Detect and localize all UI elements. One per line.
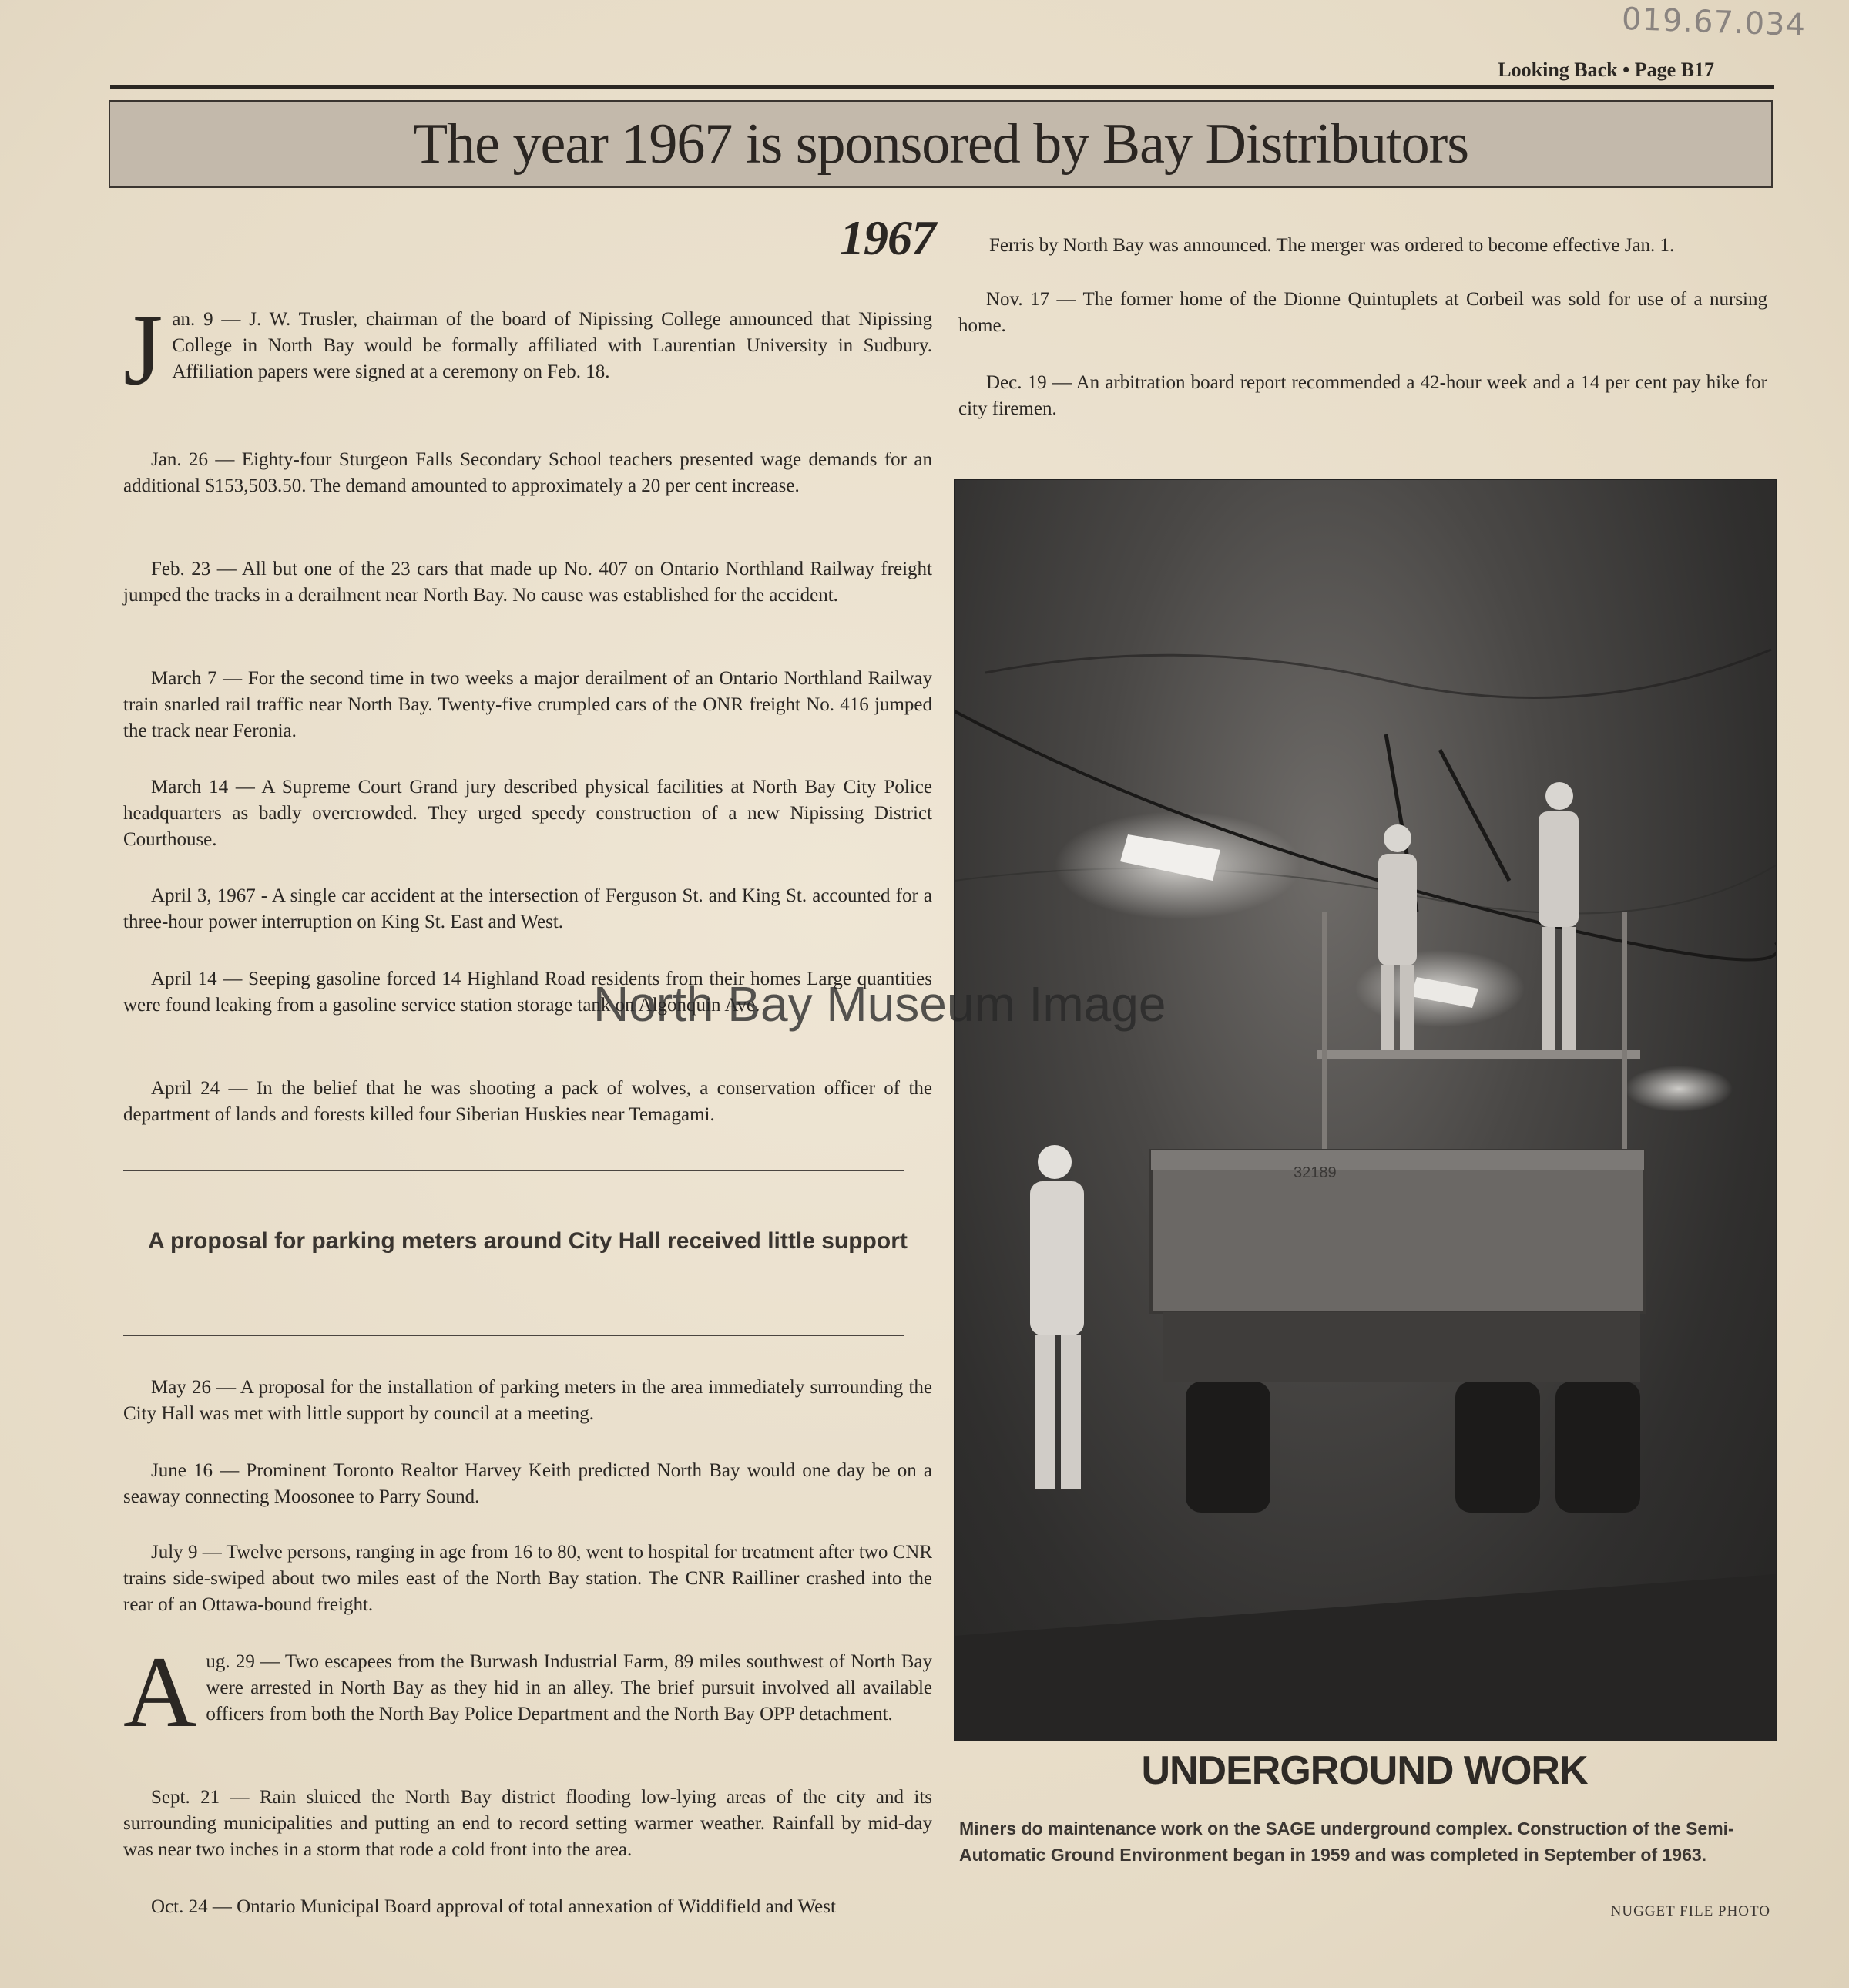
entry-text: an. 9 — J. W. Trusler, chairman of the board of Nipissing College announced that Nipissing College in North Bay would be formally affiliated with Laurentian University in Sudbury. Affiliation papers were signed at a ceremony on Feb. 18. bbox=[172, 309, 932, 382]
entry-jan-26: Jan. 26 — Eighty-four Sturgeon Falls Secondary School teachers presented wage demands for an additional $153,503.50. The demand amounted to approximately a 20 per cent increase. bbox=[123, 449, 932, 496]
entry-july-9: July 9 — Twelve persons, ranging in age from 16 to 80, went to hospital for treatment after two CNR trains side-swiped about two miles east of the North Bay station. The CNR Railliner crashed into the rear of an Ottawa-bound freight. bbox=[123, 1542, 932, 1615]
entry-oct-24-cont: Ferris by North Bay was announced. The merger was ordered to become effective Jan. 1. bbox=[989, 235, 1675, 256]
entry-june-16: June 16 — Prominent Toronto Realtor Harvey Keith predicted North Bay would one day be on a seaway connecting Moosonee to Parry Sound. bbox=[123, 1460, 932, 1507]
photo-illustration bbox=[955, 480, 1776, 1741]
entry-may-26: May 26 — A proposal for the installation of parking meters in the area immediately surrounding the City Hall was met with little support by council at a meeting. bbox=[123, 1377, 932, 1424]
underground-work-photo bbox=[954, 479, 1777, 1741]
entry-text: ug. 29 — Two escapees from the Burwash Industrial Farm, 89 miles southwest of North Bay were arrested in North Bay as they hid in an alley. The brief pursuit involved all available officers from both the North Bay Police Department and the North Bay OPP detachment. bbox=[206, 1651, 932, 1724]
pull-quote-top-rule bbox=[123, 1170, 904, 1171]
drop-cap: A bbox=[123, 1635, 197, 1748]
truck-number: 32189 bbox=[1294, 1164, 1337, 1181]
sponsor-banner bbox=[109, 100, 1773, 188]
entry-dec-19: Dec. 19 — An arbitration board report recommended a 42-hour week and a 14 per cent pay hike for city firemen. bbox=[958, 372, 1767, 419]
drop-cap: J bbox=[123, 293, 163, 406]
photo-credit: NUGGET FILE PHOTO bbox=[1610, 1903, 1770, 1919]
page-folio: Looking Back • Page B17 bbox=[1498, 59, 1714, 81]
photo-caption: Miners do maintenance work on the SAGE underground complex. Construction of the Semi-Automatic Ground Environment began in 1959 and was completed in September of 1963. bbox=[959, 1818, 1734, 1865]
entry-nov-17: Nov. 17 — The former home of the Dionne Quintuplets at Corbeil was sold for use of a nursing home. bbox=[958, 289, 1767, 336]
year-heading: 1967 bbox=[840, 210, 935, 265]
entry-feb-23: Feb. 23 — All but one of the 23 cars that made up No. 407 on Ontario Northland Railway freight jumped the tracks in a derailment near North Bay. No cause was established for the accident. bbox=[123, 559, 932, 606]
header-rule bbox=[110, 85, 1774, 89]
entry-march-7: March 7 — For the second time in two weeks a major derailment of an Ontario Northland Railway train snarled rail traffic near North Bay. Twenty-five crumpled cars of the ONR freight No. 416 jumped the track near Feronia. bbox=[123, 668, 932, 741]
entry-jan-9 bbox=[123, 293, 932, 406]
entry-sept-21: Sept. 21 — Rain sluiced the North Bay district flooding low-lying areas of the city and its surrounding municipalities and putting an end to record setting warmer weather. Rainfall by mid-day was near two inches in a storm that rode a cold front into the area. bbox=[123, 1787, 932, 1860]
entry-march-14: March 14 — A Supreme Court Grand jury described physical facilities at North Bay City Police headquarters as badly overcrowded. They urged speedy construction of a new Nipissing District Courthouse. bbox=[123, 777, 932, 850]
entry-april-3: April 3, 1967 - A single car accident at the intersection of Ferguson St. and King St. accounted for a three-hour power interruption on King St. East and West. bbox=[123, 885, 932, 932]
pull-quote-bottom-rule bbox=[123, 1335, 904, 1336]
pull-quote: A proposal for parking meters around City Hall received little support bbox=[148, 1228, 908, 1254]
archive-accession-number: 019.67.034 bbox=[1621, 1, 1807, 44]
entry-april-14: April 14 — Seeping gasoline forced 14 Highland Road residents from their homes Large quantities were found leaking from a gasoline service station storage tank on Algonquin Ave. bbox=[123, 969, 932, 1016]
entry-april-24: April 24 — In the belief that he was shooting a pack of wolves, a conservation officer of the department of lands and forests killed four Siberian Huskies near Temagami. bbox=[123, 1078, 932, 1125]
photo-heading: UNDERGROUND WORK bbox=[1141, 1748, 1588, 1793]
banner-title: The year 1967 is sponsored by Bay Distributors bbox=[412, 112, 1469, 176]
entry-aug-29 bbox=[123, 1635, 932, 1748]
museum-watermark: North Bay Museum Image bbox=[593, 976, 1166, 1032]
entry-oct-24: Oct. 24 — Ontario Municipal Board approval of total annexation of Widdifield and West bbox=[151, 1896, 836, 1917]
